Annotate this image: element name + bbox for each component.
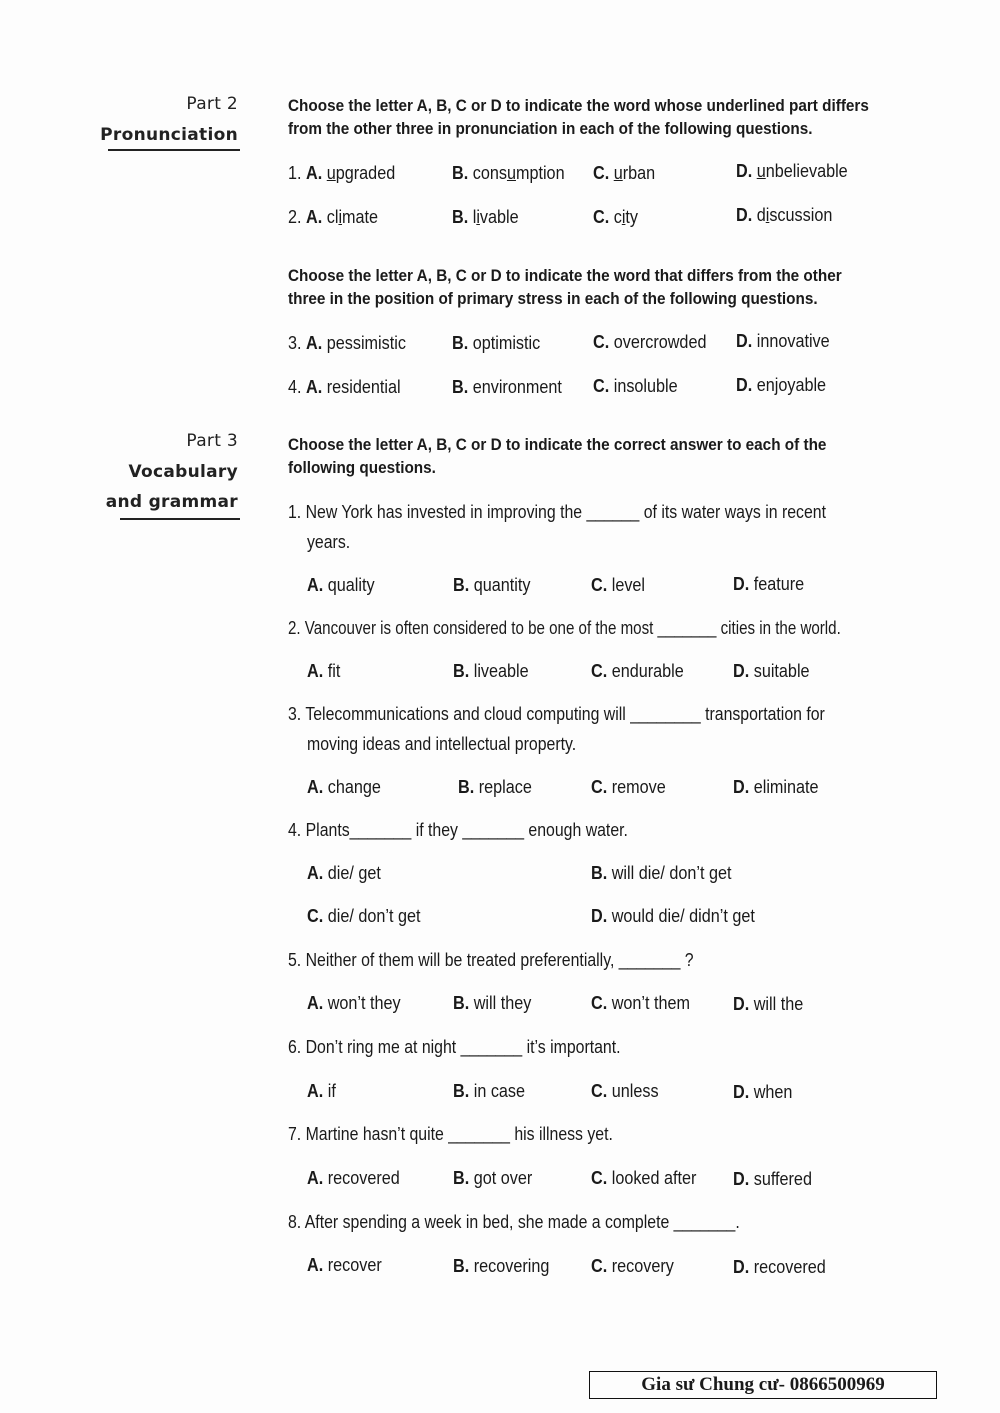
- underlined-part: i: [621, 207, 626, 227]
- option-letter: A.: [306, 207, 323, 227]
- option-text: won’t them: [611, 993, 691, 1013]
- option-letter: C.: [591, 1256, 608, 1276]
- option-text: replace: [478, 777, 532, 797]
- option-b[interactable]: [453, 661, 529, 682]
- option-letter: C.: [593, 376, 610, 396]
- part2-label: Part 2: [186, 94, 238, 114]
- option-letter: B.: [453, 1081, 470, 1101]
- question-stem: 6. Don’t ring me at night _______ it’s important.: [288, 1037, 621, 1057]
- option-c[interactable]: [591, 777, 666, 798]
- option-b[interactable]: [453, 1168, 532, 1189]
- option-c[interactable]: [593, 376, 678, 397]
- option-letter: C.: [593, 207, 610, 227]
- underlined-part: u: [506, 163, 516, 183]
- option-letter: B.: [453, 661, 470, 681]
- option-text: will the: [753, 994, 804, 1014]
- option-text: if: [327, 1081, 336, 1101]
- question-number: 1.: [288, 163, 302, 183]
- option-text: residential: [326, 377, 401, 397]
- option-text: recovering: [473, 1256, 550, 1276]
- question-number: 4.: [288, 377, 302, 397]
- option-letter: D.: [733, 574, 750, 594]
- option-c[interactable]: [593, 163, 655, 184]
- word-part: scussion: [769, 205, 833, 225]
- option-text: will die/ don’t get: [611, 863, 732, 883]
- option-text: enjoyable: [756, 375, 827, 395]
- option-b[interactable]: [452, 377, 562, 398]
- word-part: rban: [622, 163, 656, 183]
- option-letter: D.: [736, 205, 753, 225]
- option-a[interactable]: [288, 377, 401, 398]
- vocabulary-instruction: [288, 433, 864, 479]
- option-b[interactable]: [452, 163, 565, 184]
- option-d[interactable]: [733, 777, 819, 798]
- underlined-part: u: [613, 163, 623, 183]
- option-letter: B.: [458, 777, 475, 797]
- part3-title-line2: and grammar: [105, 492, 238, 512]
- option-letter: B.: [452, 207, 469, 227]
- option-d[interactable]: [733, 661, 810, 682]
- option-b[interactable]: [458, 777, 532, 798]
- option-d[interactable]: [736, 161, 848, 182]
- option-d[interactable]: [733, 1169, 812, 1190]
- question-stem: 5. Neither of them will be treated preferentially, _______ ?: [288, 950, 694, 970]
- option-text: pessimistic: [326, 333, 406, 353]
- option-letter: C.: [591, 1168, 608, 1188]
- option-a[interactable]: [307, 777, 381, 798]
- option-b[interactable]: [591, 863, 731, 884]
- option-text: feature: [753, 574, 805, 594]
- option-letter: A.: [306, 163, 323, 183]
- word-part: vable: [479, 207, 519, 227]
- option-letter: D.: [736, 331, 753, 351]
- option-letter: C.: [591, 1081, 608, 1101]
- option-text: recover: [327, 1255, 382, 1275]
- option-text: in case: [473, 1081, 526, 1101]
- underlined-part: i: [338, 207, 343, 227]
- option-letter: A.: [307, 1081, 324, 1101]
- word-part: d: [756, 205, 766, 225]
- option-letter: B.: [591, 863, 608, 883]
- option-letter: C.: [307, 906, 324, 926]
- option-letter: D.: [736, 161, 753, 181]
- option-b[interactable]: [452, 333, 540, 354]
- option-letter: C.: [593, 332, 610, 352]
- option-letter: D.: [733, 1082, 750, 1102]
- stress-instruction: [288, 264, 864, 310]
- option-b[interactable]: [453, 575, 530, 596]
- option-letter: C.: [593, 163, 610, 183]
- question-number: 3.: [288, 333, 302, 353]
- option-letter: C.: [591, 777, 608, 797]
- option-letter: B.: [453, 993, 470, 1013]
- option-letter: D.: [733, 661, 750, 681]
- option-text: recovered: [327, 1168, 400, 1188]
- option-c[interactable]: [591, 1168, 696, 1189]
- option-text: insoluble: [613, 376, 678, 396]
- option-letter: D.: [733, 994, 750, 1014]
- question-stem: 7. Martine hasn’t quite _______ his illness yet.: [288, 1124, 613, 1144]
- option-letter: A.: [307, 575, 324, 595]
- option-a[interactable]: [288, 207, 378, 228]
- instruction-line: from the other three in pronunciation in each of the following questions.: [288, 119, 813, 138]
- option-letter: C.: [591, 575, 608, 595]
- option-letter: D.: [733, 1257, 750, 1277]
- question-stem-cont: years.: [307, 532, 351, 552]
- option-c[interactable]: [591, 575, 645, 596]
- option-d[interactable]: [736, 205, 832, 226]
- option-text: quantity: [473, 575, 531, 595]
- word-part: l: [472, 207, 477, 227]
- option-letter: B.: [452, 333, 469, 353]
- option-letter: A.: [307, 993, 324, 1013]
- question-stem: 2. Vancouver is often considered to be one of the most _______ cities in the world.: [288, 618, 841, 638]
- instruction-line: following questions.: [288, 458, 436, 477]
- footer-contact-box: Gia sư Chung cư- 0866500969: [589, 1371, 937, 1399]
- option-text: optimistic: [472, 333, 541, 353]
- option-letter: D.: [733, 1169, 750, 1189]
- option-letter: D.: [591, 906, 608, 926]
- option-d[interactable]: [733, 1082, 792, 1103]
- option-d[interactable]: [736, 375, 826, 396]
- option-text: would die/ didn’t get: [611, 906, 755, 926]
- option-letter: A.: [307, 1255, 324, 1275]
- option-c[interactable]: [591, 661, 684, 682]
- option-b[interactable]: [453, 1256, 549, 1277]
- part3-title-line1: Vocabulary: [128, 462, 238, 482]
- option-text: endurable: [611, 661, 684, 681]
- question-stem-cont: moving ideas and intellectual property.: [307, 734, 577, 754]
- pronunciation-instruction: [288, 94, 869, 140]
- option-c[interactable]: [591, 1256, 674, 1277]
- part2-title: Pronunciation: [100, 125, 238, 145]
- option-a[interactable]: [288, 163, 395, 184]
- option-b[interactable]: [453, 1081, 525, 1102]
- option-d[interactable]: [733, 994, 803, 1015]
- word-part: pgraded: [335, 163, 396, 183]
- word-part: mption: [515, 163, 565, 183]
- option-text: suitable: [753, 661, 810, 681]
- option-letter: B.: [452, 163, 469, 183]
- option-b[interactable]: [452, 207, 519, 228]
- word-part: cons: [472, 163, 507, 183]
- option-letter: A.: [306, 377, 323, 397]
- option-letter: A.: [307, 777, 324, 797]
- option-letter: A.: [307, 863, 324, 883]
- option-letter: C.: [591, 993, 608, 1013]
- option-text: liveable: [473, 661, 529, 681]
- question-stem: 3. Telecommunications and cloud computing will ________ transportation for: [288, 704, 825, 724]
- option-a[interactable]: [307, 863, 381, 884]
- option-text: fit: [327, 661, 341, 681]
- part3-label: Part 3: [186, 431, 238, 451]
- question-stem: 8. After spending a week in bed, she made a complete _______.: [288, 1212, 740, 1232]
- option-text: die/ don’t get: [327, 906, 421, 926]
- question-number: 2.: [288, 207, 302, 227]
- option-text: overcrowded: [613, 332, 707, 352]
- option-text: suffered: [753, 1169, 812, 1189]
- option-a[interactable]: [307, 1168, 400, 1189]
- part3-underline: [120, 518, 240, 520]
- instruction-line: Choose the letter A, B, C or D to indicate the word whose underlined part differs: [288, 96, 869, 115]
- option-text: change: [327, 777, 381, 797]
- word-part: nbelievable: [765, 161, 848, 181]
- option-text: innovative: [756, 331, 830, 351]
- option-text: level: [611, 575, 646, 595]
- option-d[interactable]: [591, 906, 755, 927]
- option-a[interactable]: [288, 333, 406, 354]
- option-text: die/ get: [327, 863, 381, 883]
- option-a[interactable]: [307, 575, 375, 596]
- option-letter: B.: [453, 1168, 470, 1188]
- option-text: looked after: [611, 1168, 697, 1188]
- option-a[interactable]: [307, 1255, 382, 1276]
- word-part: mate: [342, 207, 379, 227]
- option-text: will they: [473, 993, 532, 1013]
- option-b[interactable]: [453, 993, 531, 1014]
- option-c[interactable]: [591, 1081, 659, 1102]
- option-letter: A.: [307, 661, 324, 681]
- option-d[interactable]: [733, 574, 804, 595]
- option-c[interactable]: [307, 906, 420, 927]
- option-text: recovered: [753, 1257, 826, 1277]
- option-text: environment: [472, 377, 562, 397]
- option-a[interactable]: [307, 1081, 336, 1102]
- underlined-part: u: [756, 161, 766, 181]
- option-letter: C.: [591, 661, 608, 681]
- option-letter: D.: [736, 375, 753, 395]
- word-part: cl: [326, 207, 339, 227]
- word-part: ty: [625, 207, 639, 227]
- option-text: eliminate: [753, 777, 819, 797]
- instruction-line: three in the position of primary stress in each of the following questions.: [288, 289, 818, 308]
- word-part: c: [613, 207, 622, 227]
- option-letter: A.: [306, 333, 323, 353]
- underlined-part: i: [765, 205, 770, 225]
- option-text: remove: [611, 777, 666, 797]
- instruction-line: Choose the letter A, B, C or D to indicate the word that differs from the other: [288, 266, 842, 285]
- underlined-part: i: [476, 207, 480, 227]
- option-letter: D.: [733, 777, 750, 797]
- option-text: quality: [327, 575, 375, 595]
- question-stem: 1. New York has invested in improving the ______ of its water ways in recent: [288, 502, 826, 522]
- option-letter: A.: [307, 1168, 324, 1188]
- option-letter: B.: [453, 575, 470, 595]
- option-text: got over: [473, 1168, 533, 1188]
- option-c[interactable]: [593, 332, 706, 353]
- option-letter: B.: [453, 1256, 470, 1276]
- option-a[interactable]: [307, 993, 401, 1014]
- instruction-line: Choose the letter A, B, C or D to indicate the correct answer to each of the: [288, 435, 827, 454]
- option-c[interactable]: [593, 207, 638, 228]
- option-letter: B.: [452, 377, 469, 397]
- option-a[interactable]: [307, 661, 340, 682]
- underlined-part: u: [326, 163, 336, 183]
- option-text: recovery: [611, 1256, 674, 1276]
- option-c[interactable]: [591, 993, 690, 1014]
- option-text: when: [753, 1082, 793, 1102]
- option-d[interactable]: [736, 331, 830, 352]
- part2-underline: [108, 149, 240, 151]
- option-d[interactable]: [733, 1257, 826, 1278]
- question-stem: 4. Plants_______ if they _______ enough water.: [288, 820, 628, 840]
- option-text: won’t they: [327, 993, 401, 1013]
- option-text: unless: [611, 1081, 659, 1101]
